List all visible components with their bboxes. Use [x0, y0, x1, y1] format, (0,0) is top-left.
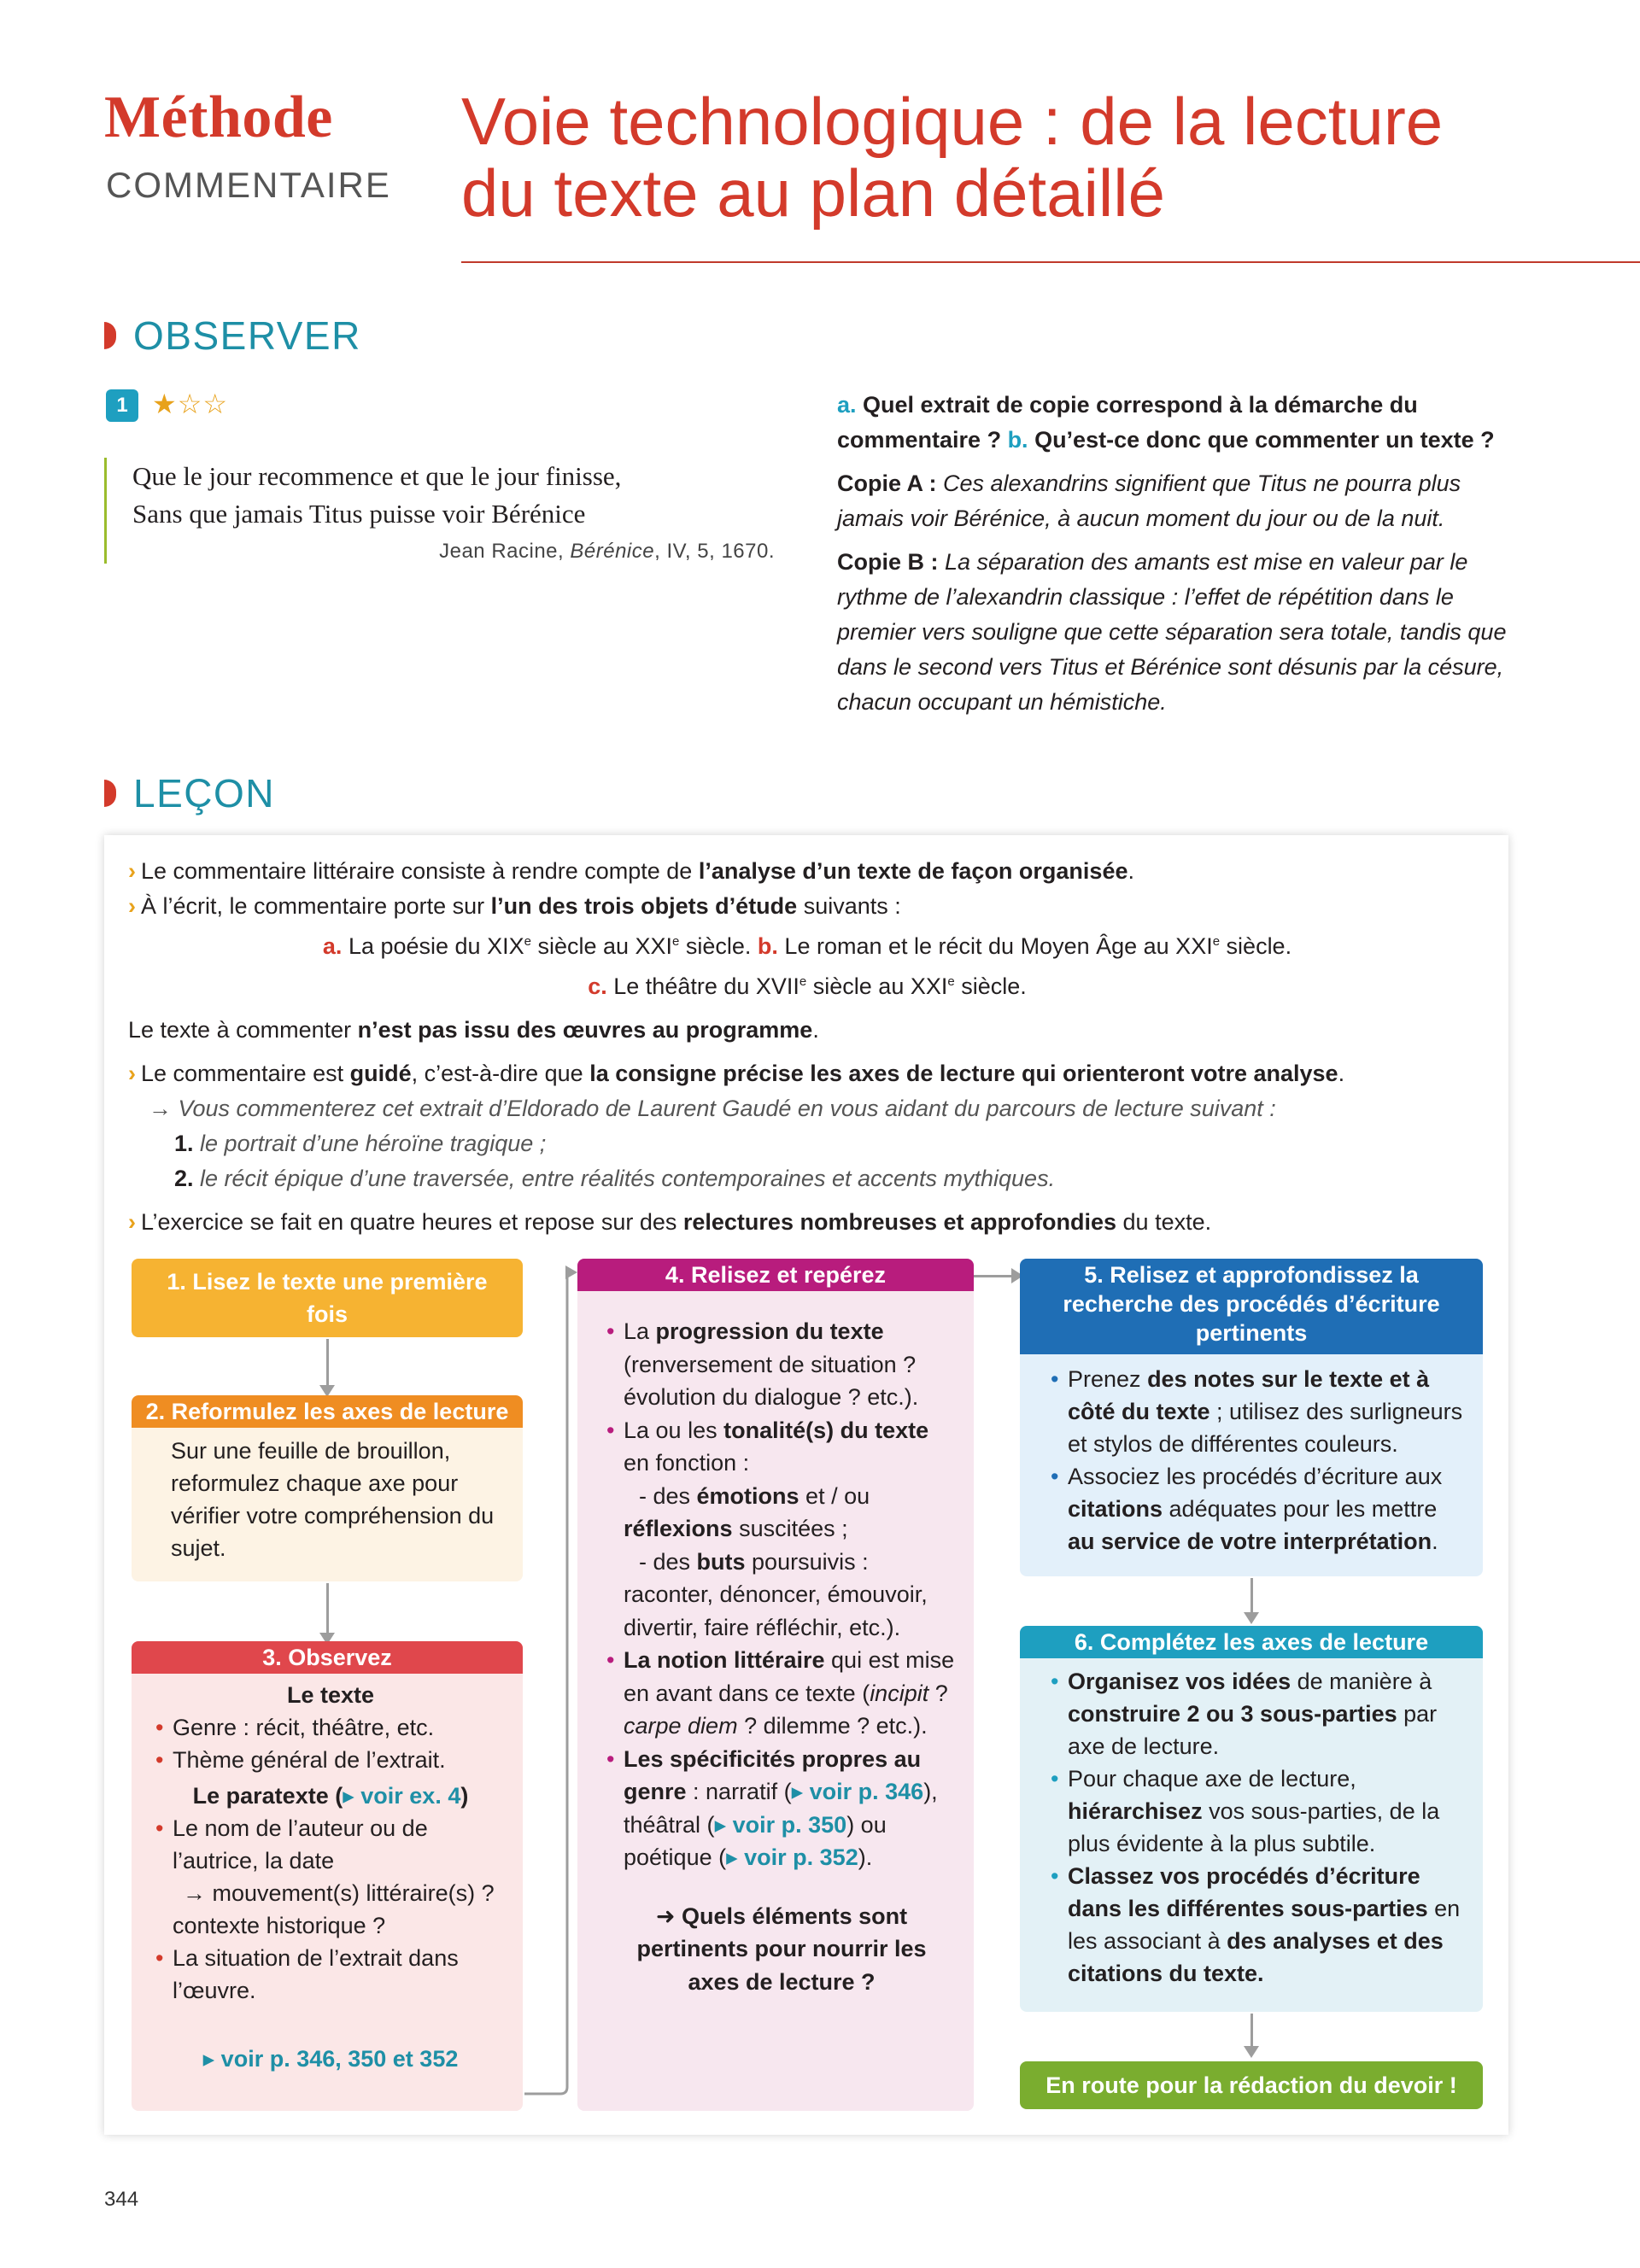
step3-box [132, 1641, 523, 2111]
step4-title: 4. Relisez et repérez [577, 1259, 974, 1291]
step2-box [132, 1395, 523, 1581]
step3-bullet: • Le nom de l’auteur ou de l’autrice, la date → mouvement(s) littéraire(s) ? contexte historique ? [155, 1812, 506, 1942]
category-label: COMMENTAIRE [106, 165, 391, 205]
title-divider [461, 261, 1640, 263]
step2-title: 2. Reformulez les axes de lecture [132, 1395, 523, 1428]
final-step-box [1020, 2061, 1483, 2109]
verse-line: Sans que jamais Titus puisse voir Bérénice [132, 499, 586, 529]
step4-question: ➜ Quels éléments sont pertinents pour nourrir les axes de lecture ? [636, 1903, 927, 1995]
exercise-questions [837, 388, 1520, 728]
step6-bullet: • Organisez vos idées de manière à construire 2 ou 3 sous-parties par axe de lecture. [1051, 1665, 1469, 1762]
step5-bullet: • Associez les procédés d’écriture aux citations adéquates pour les mettre au service de votre interprétation. [1051, 1460, 1469, 1558]
step4-bullet: • Les spécificités propres au genre : narratif (▸ voir p. 346), théâtral (▸ voir p. 350) ou poétique (▸ voir p. 352). [606, 1743, 957, 1874]
step5-title: 5. Relisez et approfondissez la recherche des procédés d’écriture pertinents [1020, 1259, 1483, 1354]
verse-line: Que le jour recommence et que le jour finisse, [132, 461, 622, 491]
lesson-point: Le texte à commenter n’est pas issu des œuvres au programme. [128, 1017, 819, 1043]
voir-p350-link[interactable]: ▸ voir p. 350 [714, 1811, 847, 1838]
final-step-text: En route pour la rédaction du devoir ! [1046, 2072, 1457, 2098]
lesson-point: › Le commentaire est guidé, c’est-à-dire que la consigne précise les axes de lecture qui orienteront votre analyse. [128, 1061, 1345, 1086]
step4-box [577, 1259, 974, 2111]
step6-title: 6. Complétez les axes de lecture [1020, 1626, 1483, 1658]
copie-b: Copie B : La séparation des amants est mise en valeur par le rythme de l’alexandrin classique : l’effet de répétition dans le premier vers souligne que cette séparation sera totale, tandis que dans le second vers Titus et Bérénice sont désunis par la césure, chacun occupant un hémistiche. [837, 549, 1507, 715]
arrow-down-icon [326, 1583, 329, 1634]
voir-pages-link[interactable]: ▸ voir p. 346, 350 et 352 [202, 2046, 459, 2072]
arrow-down-icon [1250, 2014, 1253, 2048]
lesson-point: › À l’écrit, le commentaire porte sur l’un des trois objets d’étude suivants : [128, 893, 901, 919]
step6-bullet: • Pour chaque axe de lecture, hiérarchisez vos sous-parties, de la plus évidente à la plus subtile. [1051, 1762, 1469, 1860]
connector-arrow-icon [974, 1275, 1015, 1277]
section-marker-icon [104, 322, 116, 349]
copie-a: Copie A : Ces alexandrins signifient que Titus ne pourra plus jamais voir Bérénice, à aucun moment du jour ou de la nuit. [837, 471, 1461, 531]
study-objects-ab: a. La poésie du XIXe siècle au XXIe siècle. b. Le roman et le récit du Moyen Âge au XXIe siècle. [322, 933, 1292, 959]
section-marker-icon [104, 780, 116, 807]
difficulty-stars-icon: ★☆☆ [152, 389, 229, 419]
arrow-down-icon [326, 1339, 329, 1387]
question: a. Quel extrait de copie correspond à la démarche du commentaire ? b. Qu’est-ce donc que commenter un texte ? [837, 392, 1495, 453]
lesson-text [128, 854, 1486, 1240]
lecon-heading: LEÇON [104, 770, 275, 816]
step4-sub-item: - des buts poursuivis : raconter, dénoncer, émouvoir, divertir, faire réfléchir, etc.). [624, 1548, 928, 1640]
lesson-point: › Le commentaire littéraire consiste à rendre compte de l’analyse d’un texte de façon organisée. [128, 858, 1134, 884]
voir-ex4-link[interactable]: ▸ voir ex. 4 [343, 1783, 461, 1809]
lesson-point: › L’exercice se fait en quatre heures et repose sur des relectures nombreuses et approfondies du texte. [128, 1209, 1212, 1235]
quote-source: Jean Racine, Bérénice, IV, 5, 1670. [439, 540, 775, 563]
page-number: 344 [104, 2188, 139, 2211]
step2-text: Sur une feuille de brouillon, reformulez chaque axe pour vérifier votre compréhension du sujet. [171, 1438, 495, 1561]
step3-bullet: • Genre : récit, théâtre, etc. [155, 1711, 506, 1744]
voir-p352-link[interactable]: ▸ voir p. 352 [726, 1844, 858, 1870]
observer-heading: OBSERVER [104, 313, 361, 359]
method-label: Méthode [104, 85, 333, 150]
step6-bullet: • Classez vos procédés d’écriture dans les différentes sous-parties en les associant à des analyses et des citations du texte. [1051, 1860, 1469, 1990]
step3-bullet: • Thème général de l’extrait. [155, 1744, 506, 1776]
step4-sub-item: - des émotions et / ou réflexions suscitées ; [624, 1482, 870, 1541]
step1-title: 1. Lisez le texte une première fois [167, 1269, 488, 1327]
step5-bullet: • Prenez des notes sur le texte et à côté du texte ; utilisez des surligneurs et stylos de différentes couleurs. [1051, 1363, 1469, 1460]
exercise-number-badge: 1 [106, 389, 138, 422]
arrow-down-icon [1250, 1578, 1253, 1614]
page-title: Voie technologique : de la lecture du texte au plan détaillé [461, 84, 1444, 231]
step6-box [1020, 1626, 1483, 2012]
step4-bullet: • La progression du texte (renversement de situation ? évolution du dialogue ? etc.). [606, 1315, 957, 1414]
reading-axis-1: 1. le portrait d’une héroïne tragique ; [174, 1131, 547, 1156]
step4-bullet: • La ou les tonalité(s) du texte en fonction : [606, 1414, 957, 1480]
step3-title: 3. Observez [132, 1641, 523, 1674]
reading-axis-2: 2. le récit épique d’une traversée, entre réalités contemporaines et accents mythiques. [174, 1166, 1056, 1191]
example-instruction: → Vous commenterez cet extrait d’Eldorado de Laurent Gaudé en vous aidant du parcours de lecture suivant : [149, 1096, 1276, 1121]
step3-subheading: Le texte [286, 1682, 375, 1708]
connector-arrow-icon [523, 1264, 577, 2101]
study-object-c: c. Le théâtre du XVIIe siècle au XXIe siècle. [588, 973, 1027, 999]
step1-box [132, 1259, 523, 1337]
step5-box [1020, 1259, 1483, 1576]
step4-bullet: • La notion littéraire qui est mise en avant dans ce texte (incipit ? carpe diem ? dilemme ? etc.). [606, 1644, 957, 1743]
step3-bullet: • La situation de l’extrait dans l’œuvre. [155, 1942, 506, 2007]
voir-p346-link[interactable]: ▸ voir p. 346 [791, 1779, 924, 1804]
step3-subheading: Le paratexte (▸ voir ex. 4) [192, 1783, 469, 1809]
